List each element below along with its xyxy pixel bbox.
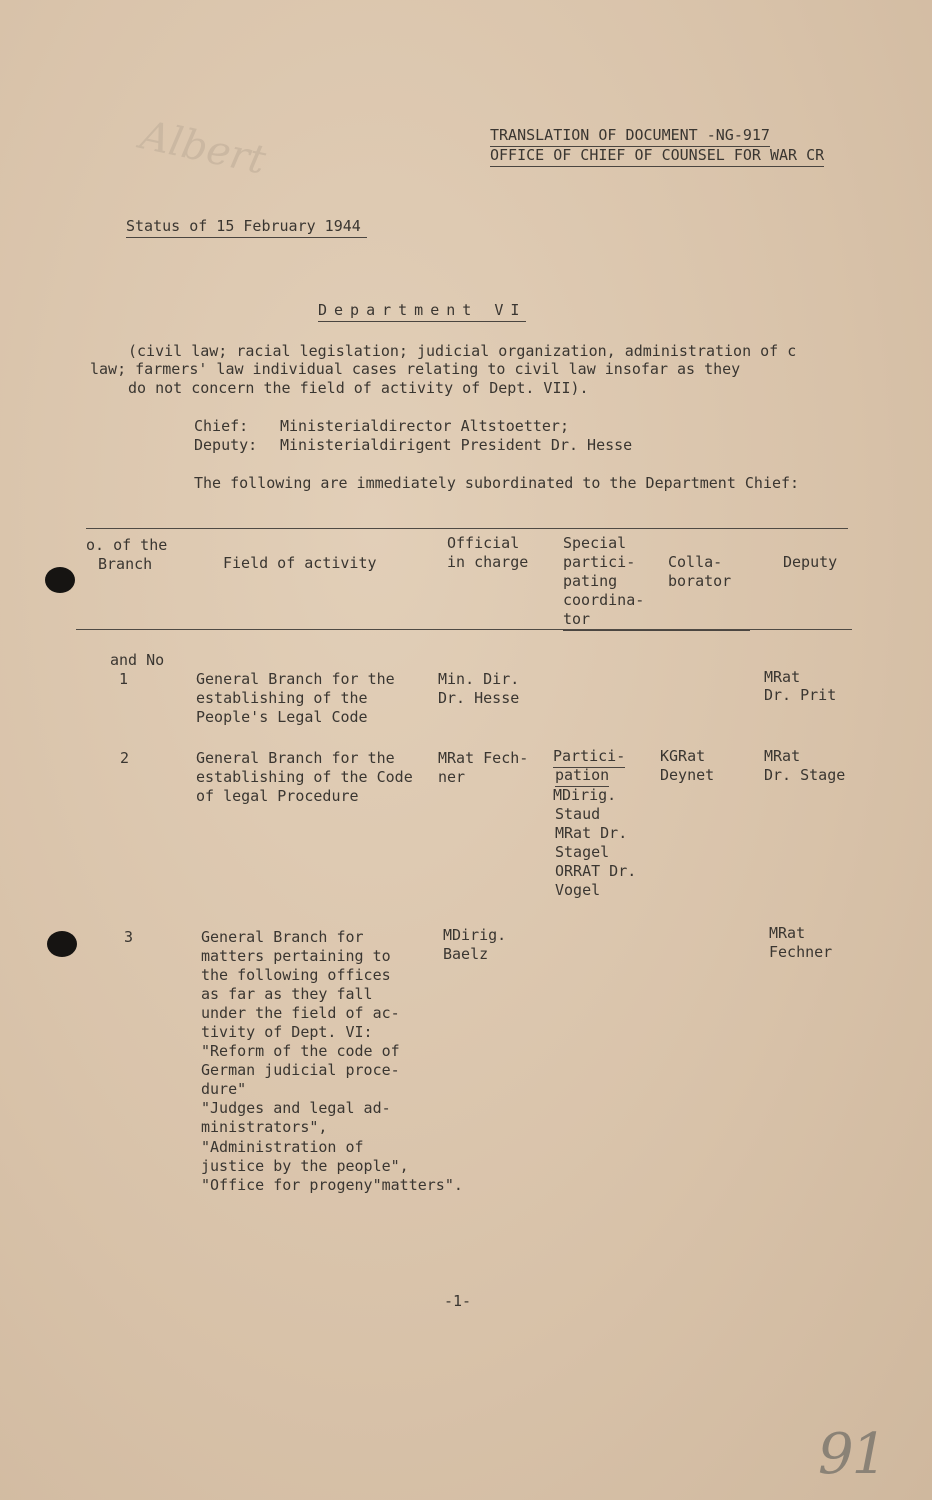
row-field-line: establishing of the [196, 689, 368, 707]
row-field-line: "Administration of [201, 1138, 364, 1156]
chief-name: Ministerialdirector Altstoetter; [280, 417, 569, 435]
row-official: Dr. Hesse [438, 689, 520, 707]
row-field-line: "Office for progeny"matters". [201, 1176, 463, 1194]
header-deputy: Deputy [783, 553, 838, 571]
row-official: MDirig. [443, 926, 507, 944]
header-official-2: in charge [447, 553, 529, 571]
row-special-heading: pation [555, 766, 609, 787]
row-field-line: General Branch for [201, 928, 364, 946]
header-special-4: coordina- [563, 591, 645, 609]
deputy-name: Ministerialdirigent President Dr. Hesse [280, 436, 633, 454]
and-no-label: and No [110, 651, 165, 669]
row-official: MRat Fech- [438, 749, 529, 767]
description-line-2: law; farmers' law individual cases relating to civil law insofar as they [90, 360, 741, 378]
row-field-line: General Branch for the [196, 749, 395, 767]
row-special: Staud [555, 805, 601, 823]
header-special-1: Special [563, 534, 627, 552]
row-deputy: MRat [764, 668, 801, 686]
header-special-5: tor [563, 610, 750, 631]
row-deputy: Fechner [769, 943, 833, 961]
row-field-line: People's Legal Code [196, 708, 368, 726]
row-special: Vogel [555, 881, 601, 899]
header-branch-2: Branch [98, 555, 153, 573]
signature-mark: Albert [136, 112, 270, 184]
row-field-line: justice by the people", [201, 1157, 409, 1175]
header-collaborator-2: borator [668, 572, 732, 590]
row-number: 1 [119, 670, 129, 688]
row-special: MRat Dr. [555, 824, 628, 842]
row-official: ner [438, 768, 466, 786]
header-field: Field of activity [223, 554, 377, 572]
row-field-line: matters pertaining to [201, 947, 391, 965]
row-field-line: "Judges and legal ad- [201, 1099, 391, 1117]
row-deputy: MRat [764, 747, 801, 765]
row-official: Min. Dir. [438, 670, 520, 688]
table-top-rule [86, 528, 848, 529]
description-line-3: do not concern the field of activity of Dept. VII). [128, 379, 589, 397]
row-field-line: as far as they fall [201, 985, 373, 1003]
row-field-line: General Branch for the [196, 670, 395, 688]
header-line-1: TRANSLATION OF DOCUMENT -NG-917 [490, 126, 770, 147]
row-official: Baelz [443, 945, 489, 963]
punch-hole-top [45, 567, 75, 593]
row-field-line: German judicial proce- [201, 1061, 400, 1079]
row-field-line: dure" [201, 1080, 247, 1098]
row-special-heading: Partici- [553, 747, 625, 768]
row-field-line: establishing of the Code [196, 768, 413, 786]
row-special: Stagel [555, 843, 610, 861]
row-deputy: Dr. Prit [764, 686, 837, 704]
chief-label: Chief: [194, 417, 249, 435]
description-line-1: (civil law; racial legislation; judicial organization, administration of c [128, 342, 797, 360]
row-collaborator: Deynet [660, 766, 715, 784]
row-field-line: ministrators", [201, 1118, 328, 1136]
header-line-2: OFFICE OF CHIEF OF COUNSEL FOR WAR CR [490, 146, 824, 167]
subordinate-intro: The following are immediately subordinated to the Department Chief: [194, 474, 800, 492]
row-field-line: the following offices [201, 966, 391, 984]
row-deputy: MRat [769, 924, 806, 942]
department-title: Department VI [318, 301, 526, 322]
row-field-line: under the field of ac- [201, 1004, 400, 1022]
punch-hole-bottom [47, 931, 77, 957]
deputy-label: Deputy: [194, 436, 258, 454]
row-special: ORRAT Dr. [555, 862, 637, 880]
status-date: Status of 15 February 1944 [126, 217, 367, 238]
handwritten-page-stamp: 91 [818, 1422, 886, 1487]
row-special: MDirig. [553, 786, 617, 804]
row-deputy: Dr. Stage [764, 766, 846, 784]
row-collaborator: KGRat [660, 747, 706, 765]
row-number: 2 [120, 749, 130, 767]
header-special-2: partici- [563, 553, 636, 571]
row-field-line: tivity of Dept. VI: [201, 1023, 373, 1041]
header-collaborator-1: Colla- [668, 553, 723, 571]
page-number: -1- [444, 1292, 472, 1310]
header-official-1: Official [447, 534, 520, 552]
row-field-line: of legal Procedure [196, 787, 359, 805]
header-branch-1: o. of the [86, 536, 168, 554]
header-special-3: pating [563, 572, 618, 590]
row-field-line: "Reform of the code of [201, 1042, 400, 1060]
row-number: 3 [124, 928, 134, 946]
